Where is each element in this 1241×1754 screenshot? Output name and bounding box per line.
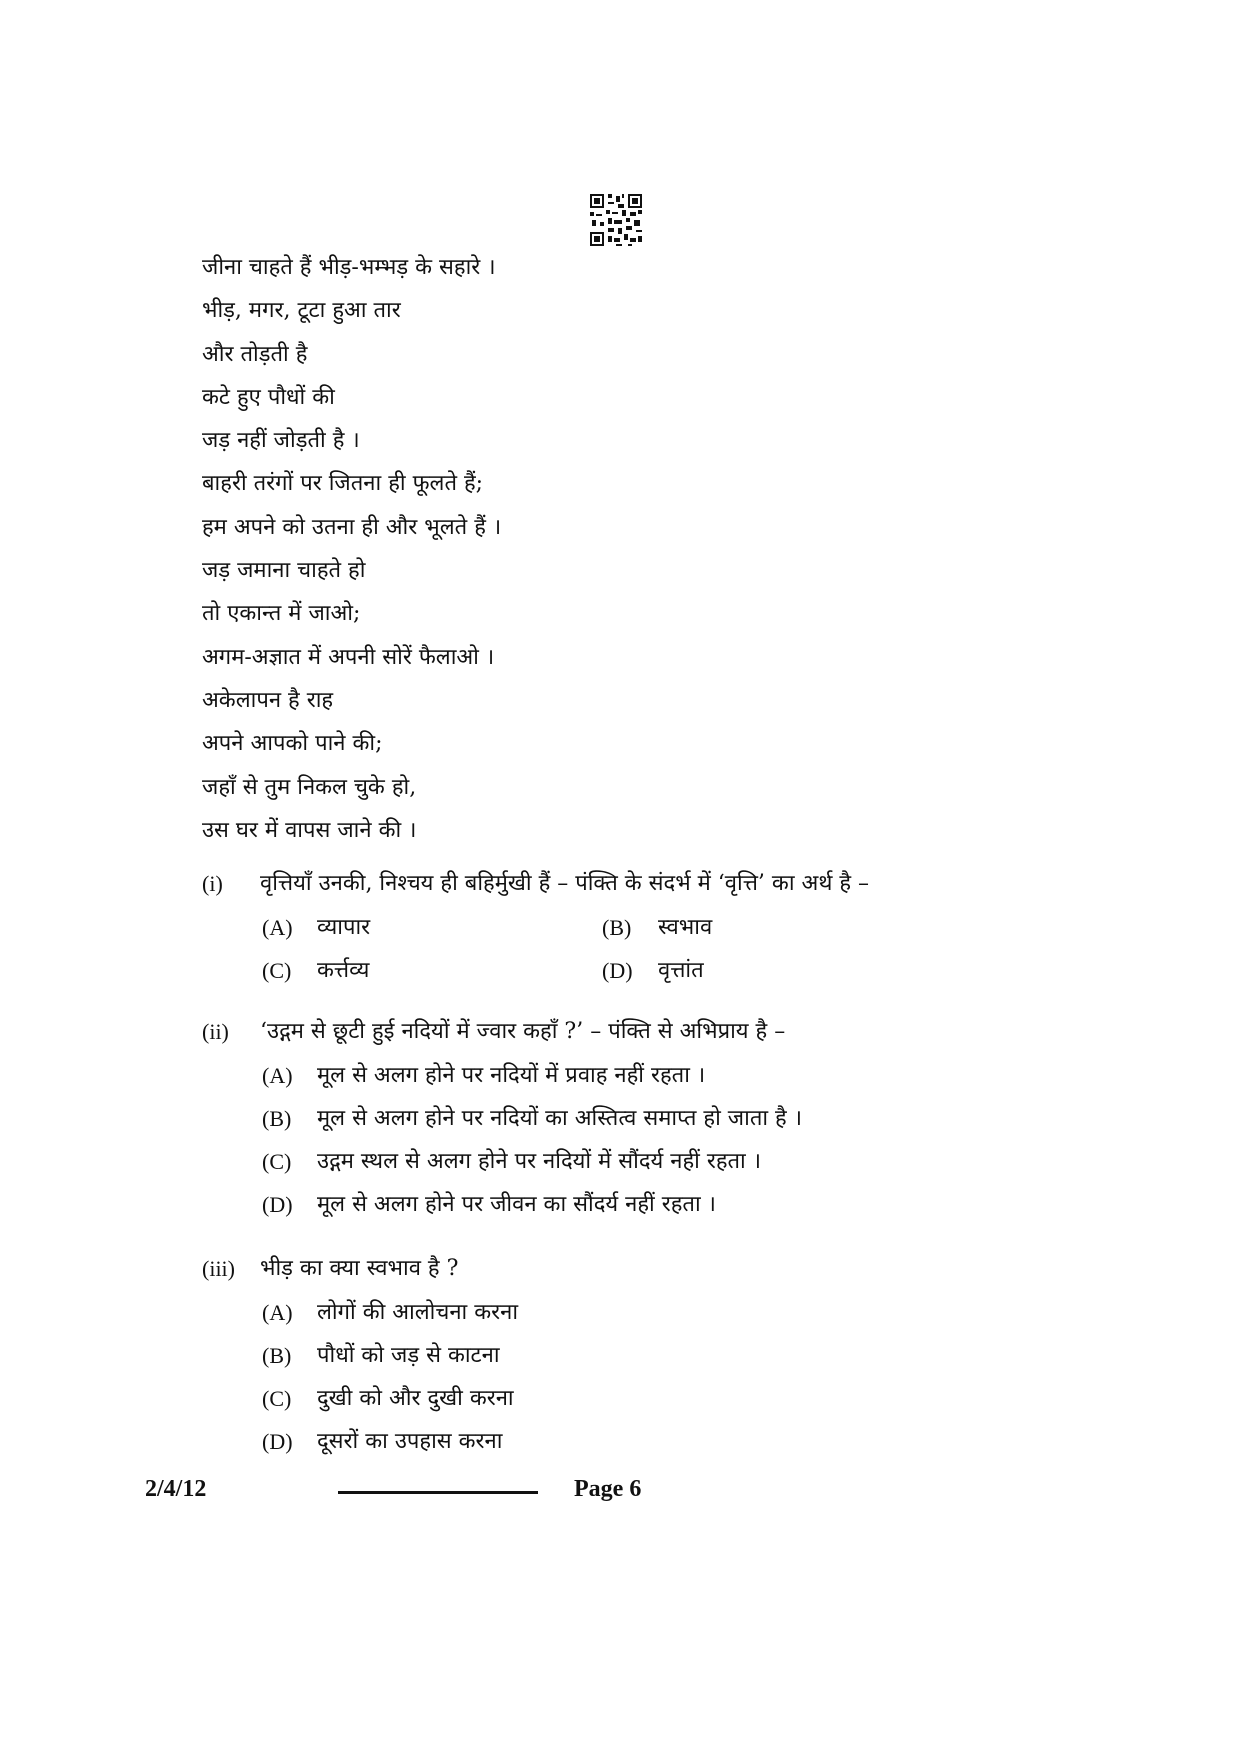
- option-text: कर्त्तव्य: [317, 958, 370, 983]
- option-letter: (A): [262, 1300, 293, 1325]
- option-letter: (C): [262, 1386, 292, 1411]
- option-text: पौधों को जड़ से काटना: [317, 1343, 500, 1368]
- poem-line: अपने आपको पाने की;: [202, 731, 383, 757]
- option-letter: (B): [262, 1343, 292, 1368]
- option-letter: (C): [262, 958, 292, 983]
- poem-line: बाहरी तरंगों पर जितना ही फूलते हैं;: [202, 471, 484, 497]
- page-footer: [0, 1470, 1241, 1510]
- option-text: लोगों की आलोचना करना: [317, 1300, 519, 1325]
- poem-line: अकेलापन है राह: [202, 687, 334, 713]
- poem-line: तो एकान्त में जाओ;: [202, 601, 361, 627]
- poem-line: कटे हुए पौधों की: [202, 384, 335, 410]
- question-number: (ii): [202, 1019, 229, 1044]
- option-text: स्वभाव: [658, 915, 713, 940]
- option-text: दुखी को और दुखी करना: [317, 1386, 514, 1411]
- option-letter: (B): [262, 1106, 292, 1131]
- poem-line: भीड़, मगर, टूटा हुआ तार: [202, 298, 401, 324]
- poem-line: अगम-अज्ञात में अपनी सोरें फैलाओ ।: [202, 644, 495, 670]
- poem-line: जहाँ से तुम निकल चुके हो,: [202, 774, 417, 800]
- question-1: [202, 862, 1002, 992]
- poem-line: उस घर में वापस जाने की ।: [202, 817, 417, 843]
- option-text: दूसरों का उपहास करना: [317, 1429, 503, 1454]
- option-text: मूल से अलग होने पर जीवन का सौंदर्य नहीं रहता ।: [317, 1192, 716, 1217]
- poem-line: जड़ नहीं जोड़ती है ।: [202, 428, 360, 454]
- option-letter: (A): [262, 915, 293, 940]
- option-letter: (A): [262, 1063, 293, 1088]
- question-number: (i): [202, 871, 223, 896]
- option-text: मूल से अलग होने पर नदियों का अस्तित्व समाप्त हो जाता है ।: [317, 1106, 803, 1131]
- question-text: ‘उद्गम से छूटी हुई नदियों में ज्वार कहाँ ?’ – पंक्ति से अभिप्राय है –: [260, 1019, 786, 1044]
- option-text: व्यापार: [317, 915, 371, 940]
- page-number: Page 6: [574, 1476, 642, 1502]
- poem-line: जीना चाहते हैं भीड़-भम्भड़ के सहारे ।: [202, 255, 496, 280]
- poem-line: और तोड़ती है: [202, 341, 308, 367]
- option-text: उद्गम स्थल से अलग होने पर नदियों में सौंदर्य नहीं रहता ।: [317, 1149, 762, 1174]
- poem-passage: [202, 246, 501, 852]
- footer-divider: [338, 1491, 538, 1494]
- qr-code: [590, 194, 642, 246]
- option-letter: (D): [262, 1429, 293, 1454]
- question-number: (iii): [202, 1256, 235, 1281]
- question-text: भीड़ का क्या स्वभाव है ?: [260, 1256, 459, 1281]
- option-letter: (D): [262, 1192, 293, 1217]
- poem-line: जड़ जमाना चाहते हो: [202, 558, 366, 584]
- paper-code: 2/4/12: [145, 1476, 207, 1502]
- option-letter: (C): [262, 1149, 292, 1174]
- option-letter: (B): [602, 915, 632, 940]
- question-2: [202, 1010, 1002, 1226]
- poem-line: हम अपने को उतना ही और भूलते हैं ।: [202, 514, 502, 540]
- question-3: [202, 1247, 1002, 1463]
- option-text: वृत्तांत: [658, 958, 704, 983]
- option-text: मूल से अलग होने पर नदियों में प्रवाह नहीं रहता ।: [317, 1063, 706, 1088]
- option-letter: (D): [602, 958, 633, 983]
- question-text: वृत्तियाँ उनकी, निश्चय ही बहिर्मुखी हैं – पंक्ति के संदर्भ में ‘वृत्ति’ का अर्थ है –: [260, 871, 870, 896]
